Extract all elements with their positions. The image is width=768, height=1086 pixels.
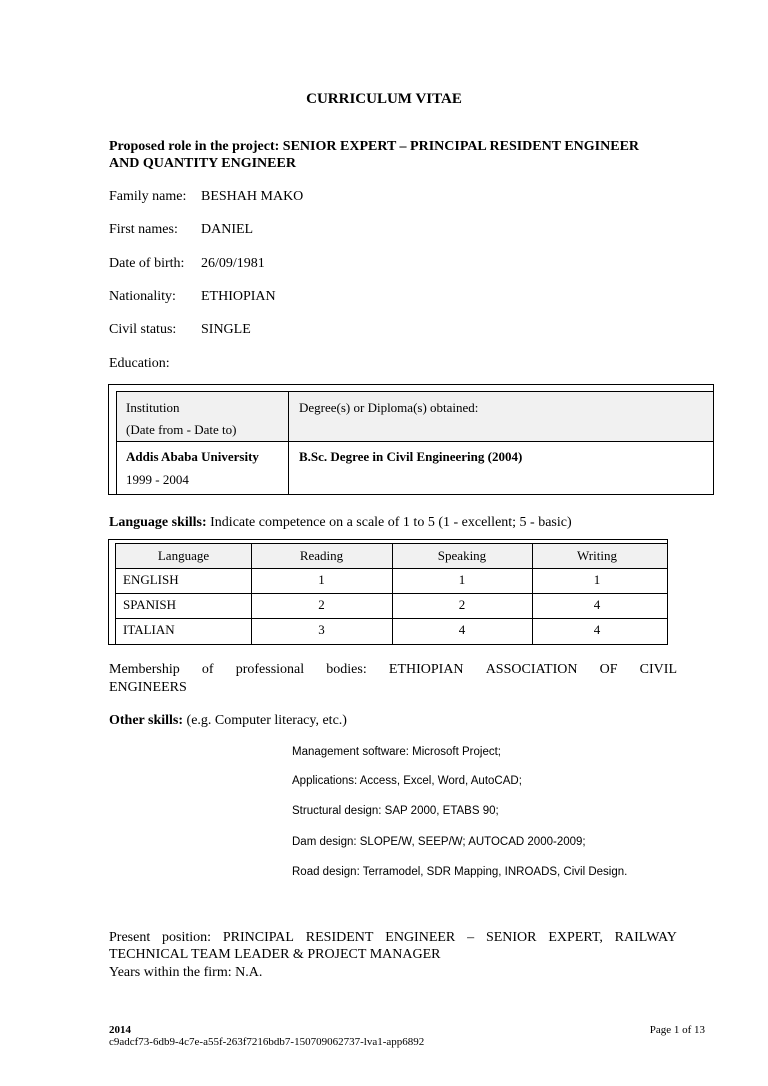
nationality-label: Nationality: [109,289,176,304]
membership-line1 [109,662,677,678]
institution-header: Institution [126,400,180,415]
proposed-role-line2: AND QUANTITY ENGINEER [109,156,296,171]
membership-word: of [201,662,214,677]
date-range-header: (Date from - Date to) [126,422,237,437]
position-word: – [467,930,475,945]
footer-year: 2014 [109,1024,131,1036]
first-names-label: First names: [109,222,178,237]
reading-col-header: Reading [299,548,344,563]
membership-word: Membership [109,662,180,677]
writing-score: 1 [593,572,601,587]
date-of-birth-value: 26/09/1981 [201,256,265,271]
reading-score: 3 [318,622,325,637]
institution-name: Addis Ababa University [126,449,259,464]
skill-item: Management software: Microsoft Project; [292,746,501,758]
reading-score: 1 [318,572,325,587]
other-skills-line [109,713,347,729]
other-skills-label: Other skills: [109,713,184,728]
position-word: SENIOR [485,930,537,945]
education-table [108,384,714,495]
speaking-col-header: Speaking [437,548,487,563]
language-name: ITALIAN [123,622,175,637]
speaking-score: 1 [458,572,466,587]
position-word: PRINCIPAL [222,930,294,945]
membership-line2: ENGINEERS [109,680,187,695]
skill-item: Road design: Terramodel, SDR Mapping, INROADS, Civil Design. [292,866,628,878]
membership-word: bodies: [326,662,367,677]
speaking-score: 2 [458,597,466,612]
membership-word: CIVIL [639,662,677,677]
family-name-value: BESHAH MAKO [201,189,304,204]
other-skills-description: (e.g. Computer literacy, etc.) [186,713,347,728]
language-name: SPANISH [123,597,176,612]
present-position-line2: TECHNICAL TEAM LEADER & PROJECT MANAGER [109,947,441,962]
speaking-score: 4 [458,622,466,637]
degree-header: Degree(s) or Diploma(s) obtained: [299,400,479,415]
writing-col-header: Writing [577,548,617,563]
years-within-firm: Years within the firm: N.A. [109,965,263,980]
proposed-role-line1: Proposed role in the project: SENIOR EXPERT – PRINCIPAL RESIDENT ENGINEER [109,139,640,154]
position-word: RAILWAY [614,930,677,945]
writing-score: 4 [593,597,601,612]
position-word: Present [109,930,151,945]
institution-dates: 1999 - 2004 [126,472,189,487]
first-names-value: DANIEL [201,222,254,237]
language-skills-description: Indicate competence on a scale of 1 to 5 (1 - excellent; 5 - basic) [210,515,572,530]
family-name-label: Family name: [109,189,187,204]
date-of-birth-label: Date of birth: [109,256,185,271]
page-number: Page 1 of 13 [649,1024,705,1036]
language-name: ENGLISH [123,572,179,587]
language-skills-label: Language skills: [109,515,207,530]
language-skills-line [109,515,572,531]
membership-word: professional [235,662,305,677]
membership-word: ETHIOPIAN [388,662,464,677]
skill-item: Structural design: SAP 2000, ETABS 90; [292,805,499,817]
document-id: c9adcf73-6db9-4c7e-a55f-263f7216bdb7-150709062737-lva1-app6892 [109,1036,425,1048]
language-col-header: Language [157,548,210,563]
position-word: ENGINEER [385,930,456,945]
document-title: CURRICULUM VITAE [306,91,462,107]
civil-status-value: SINGLE [201,322,251,337]
civil-status-label: Civil status: [109,322,177,337]
position-word: position: [162,930,212,945]
present-position-line1 [109,930,677,946]
position-word: EXPERT, [548,930,603,945]
writing-score: 4 [593,622,601,637]
membership-word: ASSOCIATION [485,662,578,677]
language-table [108,539,668,645]
reading-score: 2 [318,597,325,612]
education-heading: Education: [109,356,170,371]
nationality-value: ETHIOPIAN [201,289,276,304]
skill-item: Dam design: SLOPE/W, SEEP/W; AUTOCAD 2000-2009; [292,836,586,848]
position-word: RESIDENT [305,930,374,945]
degree-obtained: B.Sc. Degree in Civil Engineering (2004) [299,449,523,464]
membership-word: OF [599,662,618,677]
skill-item: Applications: Access, Excel, Word, AutoCAD; [292,775,522,787]
